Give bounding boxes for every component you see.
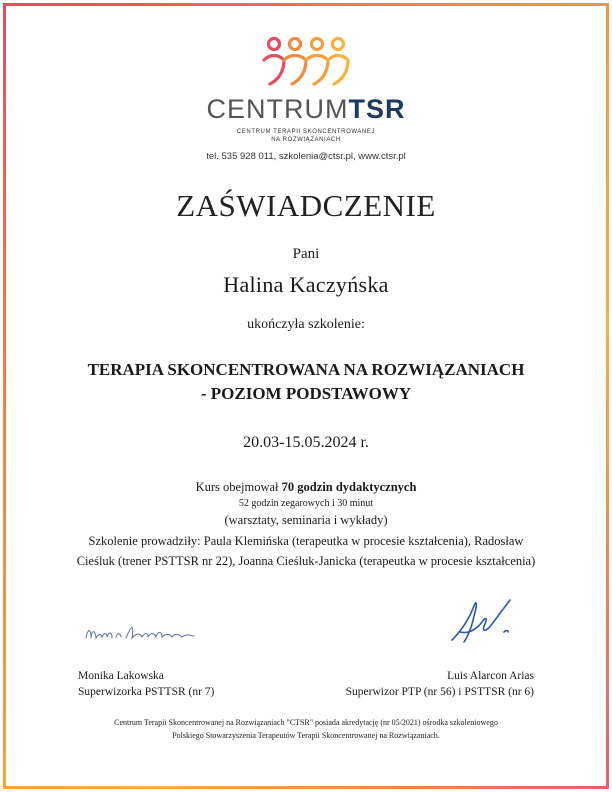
signature-left-image: [82, 618, 202, 650]
signer-right: [346, 668, 534, 700]
accreditation-footer: [60, 716, 552, 742]
brand-subtitle-line1: CENTRUM TERAPII SKONCENTROWANEJ: [236, 129, 376, 135]
signer-right-name: Luis Alarcon Arias: [447, 670, 534, 682]
signer-left-role: Superwizorka PSTTSR (nr 7): [78, 686, 215, 698]
ctsr-logo: [0, 36, 612, 88]
certificate-title: ZAŚWIADCZENIE: [176, 188, 436, 223]
salutation: Pani: [292, 246, 320, 262]
signer-right-role: Superwizor PTP (nr 56) i PSTTSR (nr 6): [345, 686, 534, 698]
course-format: (warsztaty, seminaria i wykłady): [224, 513, 388, 527]
people-logo-icon: [260, 36, 352, 88]
signer-left-name: Monika Lakowska: [78, 670, 164, 682]
hours-line: [0, 480, 612, 495]
clock-hours: 52 godzin zegarowych i 30 minut: [238, 498, 374, 509]
instructors: Szkolenie prowadziły: Paula Klemińska (terapeutka w procesie kształcenia), Radosław Cieśluk (trener PSTTSR nr 22), Joanna Cieśluk-Janicka (terapeutka w procesie kształcenia): [76, 534, 536, 568]
hours-bold: 70 godzin dydaktycznych: [281, 480, 417, 494]
brand-name: [0, 94, 612, 125]
contact-info: tel. 535 928 011, szkolenia@ctsr.pl, www.ctsr.pl: [206, 151, 406, 162]
footer-line1: Centrum Terapii Skoncentrowanej na Rozwiązaniach "CTSR" posiada akredytację (nr 05/2021) ośrodka szkoleniowego: [114, 718, 498, 727]
brand-name-part1: CENTRUM: [206, 94, 349, 124]
brand-name-part2: TSR: [348, 94, 406, 124]
course-dates: 20.03-15.05.2024 r.: [243, 434, 369, 451]
signature-right-image: [446, 592, 526, 650]
course-name: [0, 358, 612, 406]
course-name-line1: TERAPIA SKONCENTROWANA NA ROZWIĄZANIACH: [87, 360, 525, 379]
completed-text: ukończyła szkolenie:: [247, 317, 365, 332]
hours-prefix: Kurs obejmował: [195, 480, 282, 494]
footer-line2: Polskiego Stowarzyszenia Terapeutów Terapii Skoncentrowanej na Rozwiązaniach.: [172, 731, 440, 740]
signer-left: [78, 668, 214, 700]
recipient-name: Halina Kaczyńska: [223, 272, 389, 297]
course-name-line2: - POZIOM PODSTAWOWY: [200, 384, 412, 403]
brand-subtitle-line2: NA ROZWIĄZANIACH: [271, 137, 341, 143]
